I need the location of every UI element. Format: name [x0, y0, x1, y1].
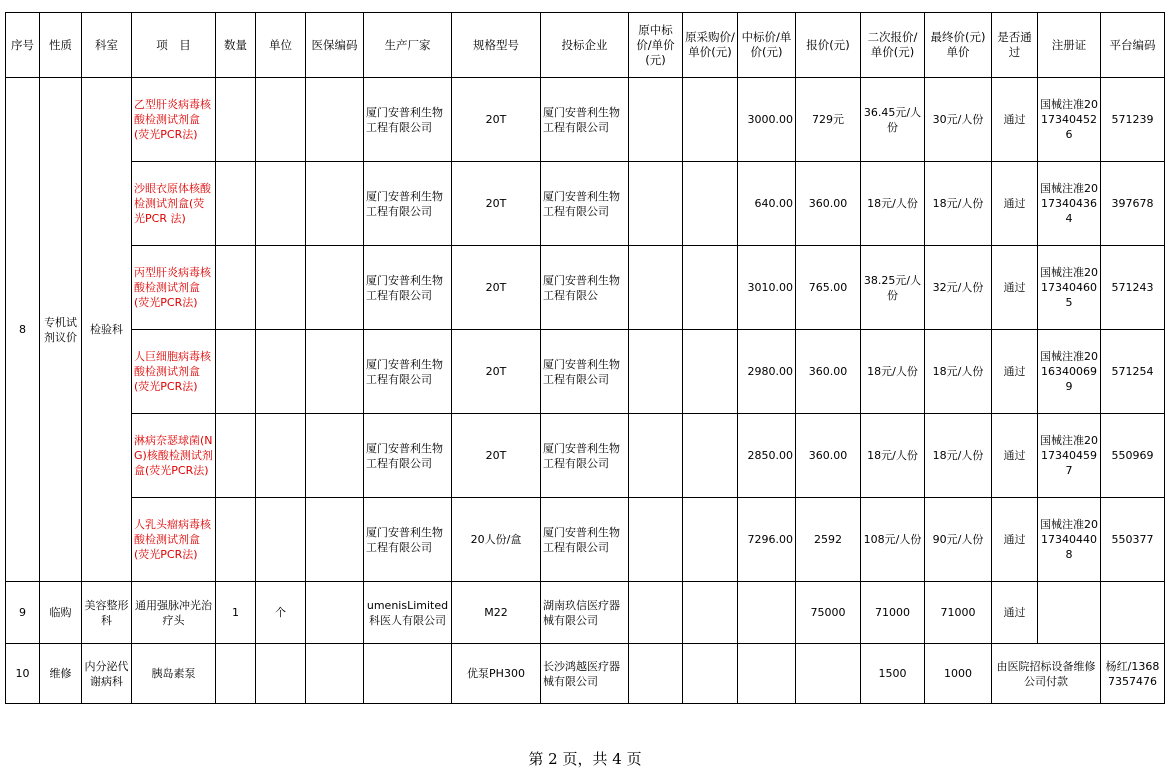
unit-cell	[256, 330, 306, 414]
quote-cell: 360.00	[796, 162, 861, 246]
spec-cell: 20T	[452, 246, 541, 330]
final-price-cell: 32元/人份	[925, 246, 992, 330]
final-price-cell: 18元/人份	[925, 330, 992, 414]
dept-cell: 检验科	[82, 78, 132, 582]
platform-code-cell: 571254	[1101, 330, 1165, 414]
payment-note-cell: 由医院招标设备维修公司付款	[992, 644, 1101, 704]
insurance-code-cell	[306, 644, 364, 704]
orig-bid-price-cell	[629, 162, 683, 246]
pass-cell: 通过	[992, 162, 1038, 246]
table-row	[6, 644, 1165, 704]
second-quote-cell: 71000	[861, 582, 925, 644]
bidder-cell: 厦门安普利生物工程有限公司	[541, 498, 629, 582]
bid-price-cell: 2850.00	[738, 414, 796, 498]
second-quote-cell: 18元/人份	[861, 162, 925, 246]
orig-purchase-price-cell	[683, 78, 738, 162]
platform-code-cell: 550377	[1101, 498, 1165, 582]
item-cell: 人乳头瘤病毒核酸检测试剂盒(荧光PCR法)	[132, 498, 216, 582]
bid-price-cell: 2980.00	[738, 330, 796, 414]
registration-cell: 国械注准20173404605	[1038, 246, 1101, 330]
platform-code-cell: 杨红/13687357476	[1101, 644, 1165, 704]
orig-bid-price-cell	[629, 246, 683, 330]
second-quote-cell: 38.25元/人份	[861, 246, 925, 330]
manufacturer-cell: 厦门安普利生物工程有限公司	[364, 498, 452, 582]
spec-cell: 20T	[452, 162, 541, 246]
second-quote-cell: 18元/人份	[861, 330, 925, 414]
orig-purchase-price-cell	[683, 246, 738, 330]
final-price-cell: 1000	[925, 644, 992, 704]
platform-code-cell: 571243	[1101, 246, 1165, 330]
second-quote-cell: 108元/人份	[861, 498, 925, 582]
spec-cell: M22	[452, 582, 541, 644]
final-price-cell: 71000	[925, 582, 992, 644]
table-row	[6, 414, 1165, 498]
item-cell: 通用强脉冲光治疗头	[132, 582, 216, 644]
header-cell: 规格型号	[452, 13, 541, 78]
item-cell: 丙型肝炎病毒核酸检测试剂盒(荧光PCR法)	[132, 246, 216, 330]
bid-price-cell: 3000.00	[738, 78, 796, 162]
header-cell: 原中标价/单价(元)	[629, 13, 683, 78]
header-cell: 单位	[256, 13, 306, 78]
orig-bid-price-cell	[629, 78, 683, 162]
bid-price-cell: 3010.00	[738, 246, 796, 330]
manufacturer-cell: 厦门安普利生物工程有限公司	[364, 330, 452, 414]
registration-cell: 国械注准20173404408	[1038, 498, 1101, 582]
bidder-cell: 厦门安普利生物工程有限公	[541, 246, 629, 330]
quote-cell: 75000	[796, 582, 861, 644]
table-row	[6, 330, 1165, 414]
manufacturer-cell: umenisLimited科医人有限公司	[364, 582, 452, 644]
quote-cell: 729元	[796, 78, 861, 162]
header-cell: 二次报价/单价(元)	[861, 13, 925, 78]
orig-purchase-price-cell	[683, 330, 738, 414]
insurance-code-cell	[306, 162, 364, 246]
header-cell: 性质	[40, 13, 82, 78]
header-cell: 生产厂家	[364, 13, 452, 78]
bidder-cell: 湖南玖信医疗器械有限公司	[541, 582, 629, 644]
bid-price-cell: 7296.00	[738, 498, 796, 582]
second-quote-cell: 18元/人份	[861, 414, 925, 498]
unit-cell	[256, 498, 306, 582]
seq-cell: 10	[6, 644, 40, 704]
header-cell: 报价(元)	[796, 13, 861, 78]
insurance-code-cell	[306, 330, 364, 414]
dept-cell: 内分泌代谢病科	[82, 644, 132, 704]
qty-cell	[216, 78, 256, 162]
header-cell: 原采购价/单价(元)	[683, 13, 738, 78]
item-cell: 人巨细胞病毒核酸检测试剂盒(荧光PCR法)	[132, 330, 216, 414]
insurance-code-cell	[306, 246, 364, 330]
insurance-code-cell	[306, 498, 364, 582]
header-cell: 中标价/单价(元)	[738, 13, 796, 78]
insurance-code-cell	[306, 414, 364, 498]
orig-bid-price-cell	[629, 582, 683, 644]
spec-cell: 20T	[452, 78, 541, 162]
quote-cell: 360.00	[796, 330, 861, 414]
second-quote-cell: 36.45元/人份	[861, 78, 925, 162]
pass-cell: 通过	[992, 246, 1038, 330]
orig-purchase-price-cell	[683, 582, 738, 644]
pass-cell: 通过	[992, 582, 1038, 644]
qty-cell	[216, 330, 256, 414]
unit-cell	[256, 246, 306, 330]
registration-cell: 国械注准20173404597	[1038, 414, 1101, 498]
header-cell: 最终价(元)单价	[925, 13, 992, 78]
spec-cell: 20T	[452, 330, 541, 414]
header-cell: 注册证	[1038, 13, 1101, 78]
bidder-cell: 长沙鸿越医疗器械有限公司	[541, 644, 629, 704]
platform-code-cell: 571239	[1101, 78, 1165, 162]
final-price-cell: 90元/人份	[925, 498, 992, 582]
nature-cell: 维修	[40, 644, 82, 704]
table-row	[6, 162, 1165, 246]
table-row	[6, 582, 1165, 644]
final-price-cell: 18元/人份	[925, 162, 992, 246]
orig-purchase-price-cell	[683, 644, 738, 704]
second-quote-cell: 1500	[861, 644, 925, 704]
quote-cell: 360.00	[796, 414, 861, 498]
item-cell: 乙型肝炎病毒核酸检测试剂盒(荧光PCR法)	[132, 78, 216, 162]
quote-cell: 2592	[796, 498, 861, 582]
pass-cell: 通过	[992, 78, 1038, 162]
seq-cell: 8	[6, 78, 40, 582]
unit-cell: 个	[256, 582, 306, 644]
header-cell: 医保编码	[306, 13, 364, 78]
seq-cell: 9	[6, 582, 40, 644]
nature-cell: 临购	[40, 582, 82, 644]
orig-bid-price-cell	[629, 498, 683, 582]
manufacturer-cell: 厦门安普利生物工程有限公司	[364, 414, 452, 498]
table-row	[6, 498, 1165, 582]
spec-cell: 20T	[452, 414, 541, 498]
nature-cell: 专机试剂议价	[40, 78, 82, 582]
bidder-cell: 厦门安普利生物工程有限公司	[541, 78, 629, 162]
qty-cell	[216, 644, 256, 704]
header-cell: 数量	[216, 13, 256, 78]
platform-code-cell: 397678	[1101, 162, 1165, 246]
unit-cell	[256, 162, 306, 246]
registration-cell	[1038, 582, 1101, 644]
header-row	[6, 13, 1165, 78]
orig-bid-price-cell	[629, 414, 683, 498]
header-cell: 投标企业	[541, 13, 629, 78]
page-footer: 第 2 页，共 4 页	[528, 750, 642, 768]
bidder-cell: 厦门安普利生物工程有限公司	[541, 330, 629, 414]
qty-cell	[216, 498, 256, 582]
bid-price-cell	[738, 582, 796, 644]
qty-cell: 1	[216, 582, 256, 644]
dept-cell: 美容整形科	[82, 582, 132, 644]
qty-cell	[216, 414, 256, 498]
spec-cell: 20人份/盒	[452, 498, 541, 582]
bid-price-cell: 640.00	[738, 162, 796, 246]
unit-cell	[256, 414, 306, 498]
pass-cell: 通过	[992, 414, 1038, 498]
final-price-cell: 18元/人份	[925, 414, 992, 498]
header-cell: 平台编码	[1101, 13, 1165, 78]
bid-price-cell	[738, 644, 796, 704]
manufacturer-cell: 厦门安普利生物工程有限公司	[364, 78, 452, 162]
registration-cell: 国械注准20173404526	[1038, 78, 1101, 162]
platform-code-cell: 550969	[1101, 414, 1165, 498]
bid-price-table	[5, 12, 1165, 704]
pass-cell: 通过	[992, 330, 1038, 414]
item-cell: 淋病奈瑟球菌(NG)核酸检测试剂盒(荧光PCR法)	[132, 414, 216, 498]
platform-code-cell	[1101, 582, 1165, 644]
manufacturer-cell: 厦门安普利生物工程有限公司	[364, 246, 452, 330]
orig-bid-price-cell	[629, 330, 683, 414]
qty-cell	[216, 162, 256, 246]
table-row	[6, 78, 1165, 162]
item-cell: 沙眼衣原体核酸检测试剂盒(荧光PCR 法)	[132, 162, 216, 246]
registration-cell: 国械注准20173404364	[1038, 162, 1101, 246]
header-cell: 科室	[82, 13, 132, 78]
quote-cell: 765.00	[796, 246, 861, 330]
bidder-cell: 厦门安普利生物工程有限公司	[541, 162, 629, 246]
unit-cell	[256, 78, 306, 162]
orig-purchase-price-cell	[683, 414, 738, 498]
insurance-code-cell	[306, 582, 364, 644]
table-row	[6, 246, 1165, 330]
final-price-cell: 30元/人份	[925, 78, 992, 162]
insurance-code-cell	[306, 78, 364, 162]
registration-cell: 国械注准20163400699	[1038, 330, 1101, 414]
orig-purchase-price-cell	[683, 498, 738, 582]
manufacturer-cell: 厦门安普利生物工程有限公司	[364, 162, 452, 246]
header-cell: 序号	[6, 13, 40, 78]
bidder-cell: 厦门安普利生物工程有限公司	[541, 414, 629, 498]
orig-purchase-price-cell	[683, 162, 738, 246]
pass-cell: 通过	[992, 498, 1038, 582]
quote-cell	[796, 644, 861, 704]
header-cell: 是否通过	[992, 13, 1038, 78]
manufacturer-cell	[364, 644, 452, 704]
spec-cell: 优泵PH300	[452, 644, 541, 704]
header-cell: 项 目	[132, 13, 216, 78]
qty-cell	[216, 246, 256, 330]
unit-cell	[256, 644, 306, 704]
orig-bid-price-cell	[629, 644, 683, 704]
item-cell: 胰岛素泵	[132, 644, 216, 704]
